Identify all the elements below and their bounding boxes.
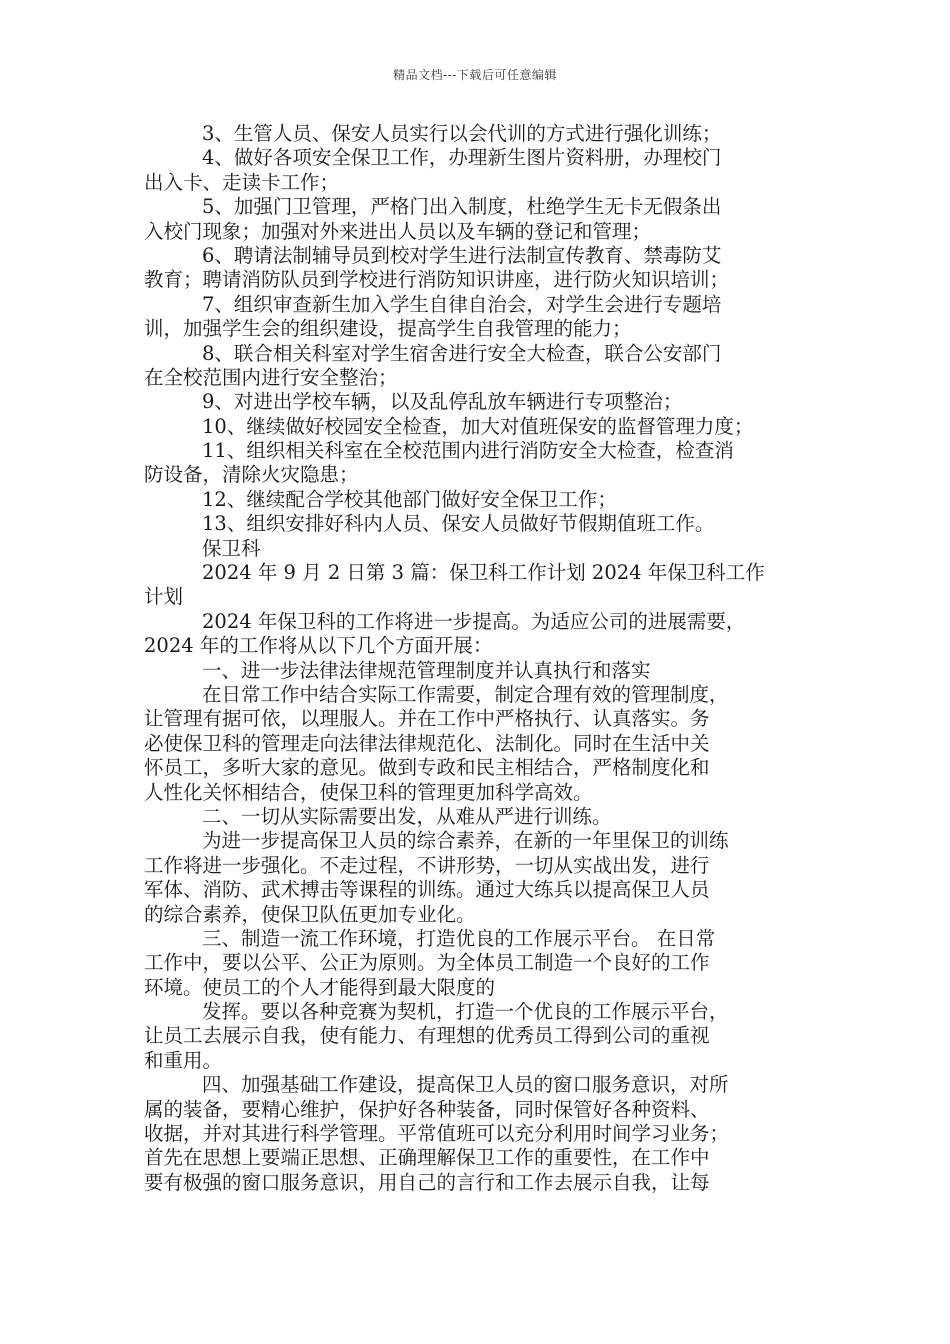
document-body — [144, 122, 810, 1195]
text-line: 8、联合相关科室对学生宿舍进行安全大检查，联合公安部门 — [202, 341, 722, 365]
text-line: 和重用。 — [144, 1048, 223, 1072]
text-line: 12、继续配合学校其他部门做好安全保卫工作； — [202, 487, 617, 511]
text-line: 首先在思想上要端正思想、正确理解保卫工作的重要性，在工作中 — [144, 1146, 710, 1170]
text-line: 让员工去展示自我，使有能力、有理想的优秀员工得到公司的重视 — [144, 1024, 710, 1048]
text-line: 11、组织相关科室在全校范围内进行消防安全大检查，检查消 — [202, 439, 734, 463]
text-line: 的综合素养，使保卫队伍更加专业化。 — [144, 902, 476, 926]
text-line: 出入卡、走读卡工作； — [144, 170, 340, 194]
text-line: 13、组织安排好科内人员、保安人员做好节假期值班工作。 — [202, 512, 715, 536]
text-line: 环境。使员工的个人才能得到最大限度的 — [144, 975, 496, 999]
text-line: 2024 年 9 月 2 日第 3 篇：保卫科工作计划 2024 年保卫科工作 — [202, 561, 765, 585]
page-header: 精品文档---下载后可任意编辑 — [393, 68, 557, 82]
text-line: 6、聘请法制辅导员到校对学生进行法制宣传教育、禁毒防艾 — [202, 243, 722, 267]
text-line: 7、组织审查新生加入学生自律自治会，对学生会进行专题培 — [202, 292, 722, 316]
text-line: 怀员工，多听大家的意见。做到专政和民主相结合，严格制度化和 — [144, 756, 710, 780]
text-line: 2024 年的工作将从以下几个方面开展： — [144, 634, 493, 658]
text-line: 让管理有据可依，以理服人。并在工作中严格执行、认真落实。务 — [144, 707, 710, 731]
text-line: 为进一步提高保卫人员的综合素养，在新的一年里保卫的训练 — [202, 829, 729, 853]
text-line: 军体、消防、武术搏击等课程的训练。通过大练兵以提高保卫人员 — [144, 878, 710, 902]
text-line: 属的装备，要精心维护，保护好各种装备，同时保管好各种资料、 — [144, 1097, 710, 1121]
text-line: 收据，并对其进行科学管理。平常值班可以充分利用时间学习业务； — [144, 1122, 730, 1146]
text-line: 5、加强门卫管理，严格门出入制度，杜绝学生无卡无假条出 — [202, 195, 722, 219]
text-line: 三、制造一流工作环境，打造优良的工作展示平台。 在日常 — [202, 926, 716, 950]
text-line: 二、一切从实际需要出发，从难从严进行训练。 — [202, 804, 612, 828]
text-line: 2024 年保卫科的工作将进一步提高。为适应公司的进展需要， — [202, 609, 746, 633]
text-line: 工作将进一步强化。不走过程，不讲形势，一切从实战出发，进行 — [144, 853, 710, 877]
text-line: 工作中，要以公平、公正为原则。为全体员工制造一个良好的工作 — [144, 951, 710, 975]
text-line: 9、对进出学校车辆，以及乱停乱放车辆进行专项整治； — [202, 390, 683, 414]
text-line: 训，加强学生会的组织建设，提高学生自我管理的能力； — [144, 317, 632, 341]
text-line: 在全校范围内进行安全整治； — [144, 365, 398, 389]
text-line: 入校门现象；加强对外来进出人员以及车辆的登记和管理； — [144, 219, 652, 243]
text-line: 计划 — [144, 585, 184, 609]
text-line: 要有极强的窗口服务意识，用自己的言行和工作去展示自我，让每 — [144, 1170, 710, 1194]
text-line: 保卫科 — [202, 536, 261, 560]
text-line: 人性化关怀相结合，使保卫科的管理更加科学高效。 — [144, 780, 593, 804]
text-line: 必使保卫科的管理走向法律法律规范化、法制化。同时在生活中关 — [144, 731, 710, 755]
text-line: 教育；聘请消防队员到学校进行消防知识讲座，进行防火知识培训； — [144, 268, 730, 292]
text-line: 10、继续做好校园安全检查，加大对值班保安的监督管理力度； — [202, 414, 754, 438]
text-line: 在日常工作中结合实际工作需要，制定合理有效的管理制度， — [202, 682, 729, 706]
text-line: 四、加强基础工作建设，提高保卫人员的窗口服务意识，对所 — [202, 1073, 729, 1097]
text-line: 防设备，清除火灾隐患； — [144, 463, 359, 487]
text-line: 4、做好各项安全保卫工作，办理新生图片资料册，办理校门 — [202, 146, 722, 170]
text-line: 一、进一步法律法律规范管理制度并认真执行和落实 — [202, 658, 651, 682]
text-line: 3、生管人员、保安人员实行以会代训的方式进行强化训练； — [202, 122, 722, 145]
text-line: 发挥。要以各种竞赛为契机，打造一个优良的工作展示平台， — [202, 1000, 729, 1024]
